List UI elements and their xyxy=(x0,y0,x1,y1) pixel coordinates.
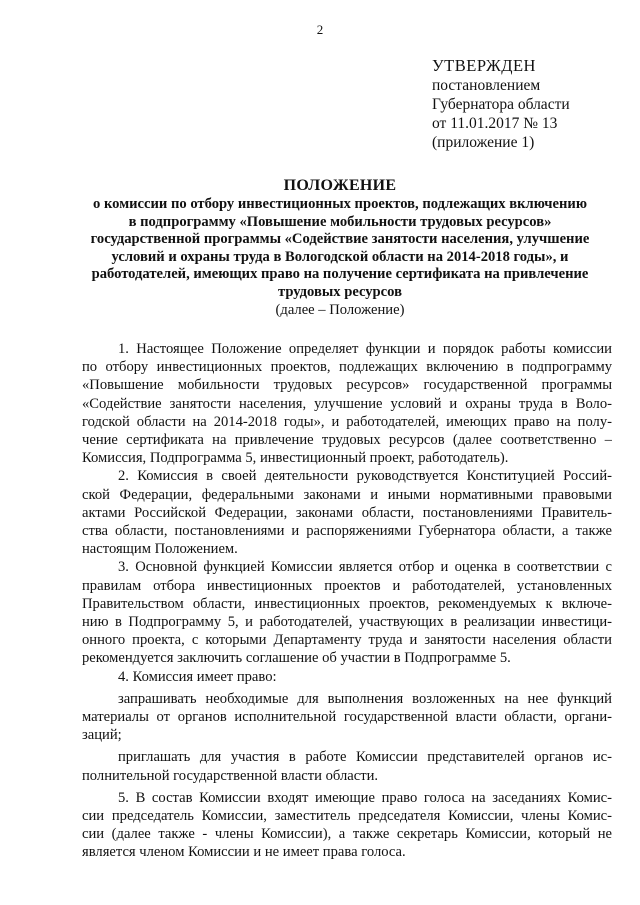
body-line: 5. В состав Комиссии входят имеющие право голоса на заседаниях Комис- xyxy=(118,789,612,806)
body-line: рекомендуется заключить соглашение об участии в Подпрограмме 5. xyxy=(82,650,511,667)
document-subtitle-line: условий и охраны труда в Вологодской области на 2014-2018 годы», и xyxy=(111,248,569,265)
document-body xyxy=(82,340,612,862)
body-line: годской области на 2014-2018 годы», и работодателей, имеющих право на полу- xyxy=(82,413,612,430)
document-title: ПОЛОЖЕНИЕ xyxy=(283,177,397,194)
body-line: правилам отбора инвестиционных проектов и работодателей, установленных xyxy=(82,577,612,594)
body-line: ской Федерации, федеральными законами и иными нормативными правовыми xyxy=(82,486,612,503)
body-line: полнительной государственной власти области. xyxy=(82,767,379,784)
body-line: нию в Подпрограмму 5, и работодателей, участвующих в реализации инвестици- xyxy=(82,614,612,631)
document-note: (далее – Положение) xyxy=(275,302,405,318)
body-line: 4. Комиссия имеет право: xyxy=(118,668,277,685)
body-line: ства области, постановлениями и распоряжениями Губернатора области, а также xyxy=(82,523,612,540)
page-number: 2 xyxy=(316,22,324,37)
body-line: материалы от органов исполнительной государственной власти области, органи- xyxy=(82,709,612,726)
approval-line: (приложение 1) xyxy=(432,134,535,151)
body-line: заций; xyxy=(82,727,122,744)
document-subtitle-line: трудовых ресурсов xyxy=(278,283,402,300)
body-line: настоящим Положением. xyxy=(82,541,238,558)
body-line: «Повышение мобильности трудовых ресурсов» государственной программы xyxy=(82,377,612,394)
body-line: по отбору инвестиционных проектов, подлежащих включению в подпрограмму xyxy=(82,359,612,376)
body-line: сии (далее также - члены Комиссии), а также секретарь Комиссии, который не xyxy=(82,826,612,843)
approval-title: УТВЕРЖДЕН xyxy=(432,56,536,75)
body-line: Комиссия, Подпрограмма 5, инвестиционный проект, работодатель). xyxy=(82,450,509,467)
body-line: онного проекта, с которыми Департаменту труда и занятости населения области xyxy=(82,632,612,649)
body-line: 1. Настоящее Положение определяет функции и порядок работы комиссии xyxy=(118,341,612,357)
document-subtitle-line: о комиссии по отбору инвестиционных проектов, подлежащих включению xyxy=(93,196,587,212)
body-line: запрашивать необходимые для выполнения возложенных на нее функций xyxy=(118,690,612,707)
document-subtitle-line: в подпрограмму «Повышение мобильности трудовых ресурсов» xyxy=(128,213,552,230)
approval-line: постановлением xyxy=(432,77,541,94)
approval-line: от 11.01.2017 № 13 xyxy=(432,115,558,132)
document-subtitle-line: работодателей, имеющих право на получение сертификата на привлечение xyxy=(91,266,589,282)
body-line: приглашать для участия в работе Комиссии представителей органов ис- xyxy=(118,749,612,766)
body-line: чение сертификата на привлечение трудовых ресурсов (далее соответственно – xyxy=(82,432,612,449)
approval-stamp xyxy=(432,56,632,152)
body-line: актами Российской Федерации, законами области, постановлениями Правитель- xyxy=(82,504,612,521)
document-subtitle-line: государственной программы «Содействие занятости населения, улучшение xyxy=(90,231,590,247)
body-line: является членом Комиссии и не имеет права голоса. xyxy=(82,844,406,861)
body-line: сии председатель Комиссии, заместитель председателя Комиссии, члены Комис- xyxy=(82,808,612,825)
body-line: Правительством области, инвестиционных проектов, рекомендуемых к включе- xyxy=(82,595,612,612)
body-line: 2. Комиссия в своей деятельности руководствуется Конституцией Россий- xyxy=(118,468,612,485)
approval-line: Губернатора области xyxy=(432,96,570,113)
body-line: «Содействие занятости населения, улучшение условий и охраны труда в Воло- xyxy=(82,395,612,412)
body-line: 3. Основной функцией Комиссии является отбор и оценка в соответствии с xyxy=(118,559,612,576)
document-heading xyxy=(70,176,610,320)
